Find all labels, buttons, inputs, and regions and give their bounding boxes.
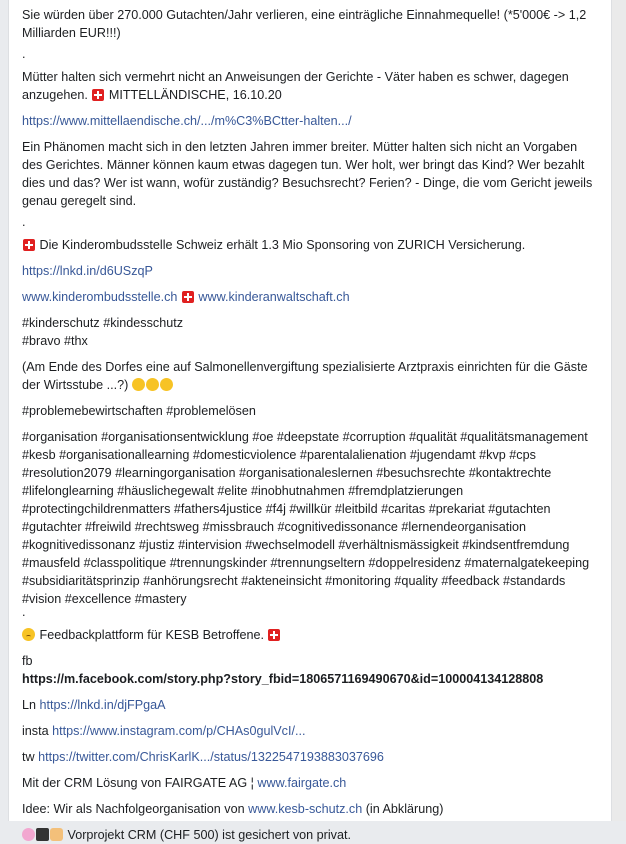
swiss-flag-icon bbox=[182, 291, 194, 303]
hashtags: #organisation #organisationsentwicklung #oe #deepstate #corruption #qualität #qualitätsmanagement #kesb #organisationallearning #domesticviolence #parentalalienation #jugendamt #kvp #cps #resolution2079 #learningorganisation #organisationaleslernen #besuchsrechte #kontaktrechte #lifelonglearning #häuslichegewalt #elite #inobhutnahmen #fremdplatzierungen #protectingchildrenmatters #fathers4justice #f4j #willkür #leitbild #caritas #prekariat #gutachten #gutachter #freiwild #rechtsweg #missbrauch #cognitivedissonance #lernendeorganisation #kognitivedissonanz #justiz #intervision #wechselmodell #verhältnismässigkeit #kindsentfremdung #mausfeld #classpolitique #trennungskinder #trennungseltern #doppelresidenz #maternalgatekeeping #subsidiaritätsprinzip #anhörungsrecht #akteneinsicht #monitoring #quality #feedback #standards #vision #excellence #mastery bbox=[22, 430, 590, 606]
separator-dot: . bbox=[22, 47, 26, 61]
swiss-flag-icon bbox=[23, 239, 35, 251]
twitter-link[interactable]: https://twitter.com/ChrisKarlK.../status/1322547193883037696 bbox=[38, 750, 384, 764]
kinderanwaltschaft-link[interactable]: www.kinderanwaltschaft.ch bbox=[198, 290, 350, 304]
facebook-link[interactable]: https://m.facebook.com/story.php?story_fbid=1806571169490670&id=100004134128808 bbox=[22, 672, 544, 686]
swiss-flag-icon bbox=[92, 89, 104, 101]
kesb-schutz-link[interactable]: www.kesb-schutz.ch bbox=[248, 802, 363, 816]
hashtags: #bravo #thx bbox=[22, 334, 88, 348]
post-text: Feedbackplattform für KESB Betroffene. bbox=[39, 628, 264, 642]
post-text: Mit der CRM Lösung von FAIRGATE AG ¦ bbox=[22, 776, 254, 790]
ok-hand-icon bbox=[50, 828, 63, 841]
sad-face-icon bbox=[22, 628, 35, 641]
fairgate-link[interactable]: www.fairgate.ch bbox=[257, 776, 347, 790]
thinking-face-icon bbox=[132, 378, 145, 391]
separator-dot: . bbox=[22, 215, 26, 229]
swiss-flag-icon bbox=[268, 629, 280, 641]
linkedin-link[interactable]: https://lnkd.in/djFPgaA bbox=[39, 698, 166, 712]
page-scrollbar[interactable] bbox=[612, 0, 626, 821]
post-text: Vorprojekt CRM (CHF 500) ist gesichert von privat. bbox=[67, 828, 351, 842]
fb-label: fb bbox=[22, 654, 33, 668]
kinderombudsstelle-link[interactable]: www.kinderombudsstelle.ch bbox=[22, 290, 178, 304]
post-text: (in Abklärung) bbox=[365, 802, 444, 816]
source-label: MITTELLÄNDISCHE, 16.10.20 bbox=[108, 88, 282, 102]
post-paragraph bbox=[22, 236, 598, 254]
post-body bbox=[8, 0, 612, 842]
post-text: Mütter halten sich vermehrt nicht an Anweisungen der Gerichte - Väter haben es schwer, dagegen anzugehen. bbox=[22, 70, 569, 102]
tw-label: tw bbox=[22, 750, 35, 764]
post-paragraph bbox=[22, 626, 598, 644]
linkedin-short-link[interactable]: https://lnkd.in/d6USzqP bbox=[22, 264, 153, 278]
instagram-link[interactable]: https://www.instagram.com/p/CHAs0gulVcI/... bbox=[52, 724, 306, 738]
ln-label: Ln bbox=[22, 698, 37, 712]
insta-label: insta bbox=[22, 724, 49, 738]
post-paragraph bbox=[22, 68, 598, 104]
graduation-cap-icon bbox=[36, 828, 49, 841]
thinking-face-icon bbox=[160, 378, 173, 391]
thinking-face-icon bbox=[146, 378, 159, 391]
post-text: (Am Ende des Dorfes eine auf Salmonellenvergiftung spezialisierte Arztpraxis einrichten für die Gäste der Wirtsstube ...?) bbox=[22, 360, 588, 392]
post-text: Die Kinderombudsstelle Schweiz erhält 1.3 Mio Sponsoring von ZURICH Versicherung. bbox=[39, 238, 526, 252]
post-paragraph: Ein Phänomen macht sich in den letzten Jahren immer breiter. Mütter halten sich nicht an Vorgaben des Gerichtes. Männer können kaum etwas dagegen tun. Wer holt, wer bringt das Kind? Wer bezahlt dies und das? Wer ist wann, wofür zuständig? Besuchsrecht? Ferien? - Dinge, die vom Gericht jeweils genau geregelt sind. bbox=[22, 140, 593, 208]
hashtags: #problemebewirtschaften #problemelösen bbox=[22, 404, 256, 418]
post-text: Idee: Wir als Nachfolgeorganisation von bbox=[22, 802, 245, 816]
article-link[interactable]: https://www.mittellaendische.ch/.../m%C3%BCtter-halten.../ bbox=[22, 114, 352, 128]
post-paragraph: Sie würden über 270.000 Gutachten/Jahr verlieren, eine einträgliche Einnahmequelle! (*5'000€ -> 1,2 Milliarden EUR!!!) bbox=[22, 8, 587, 40]
hashtags: #kinderschutz #kindesschutz bbox=[22, 316, 184, 330]
separator-dot: . bbox=[22, 605, 26, 619]
star-struck-icon bbox=[22, 828, 35, 841]
post-paragraph bbox=[22, 358, 598, 394]
